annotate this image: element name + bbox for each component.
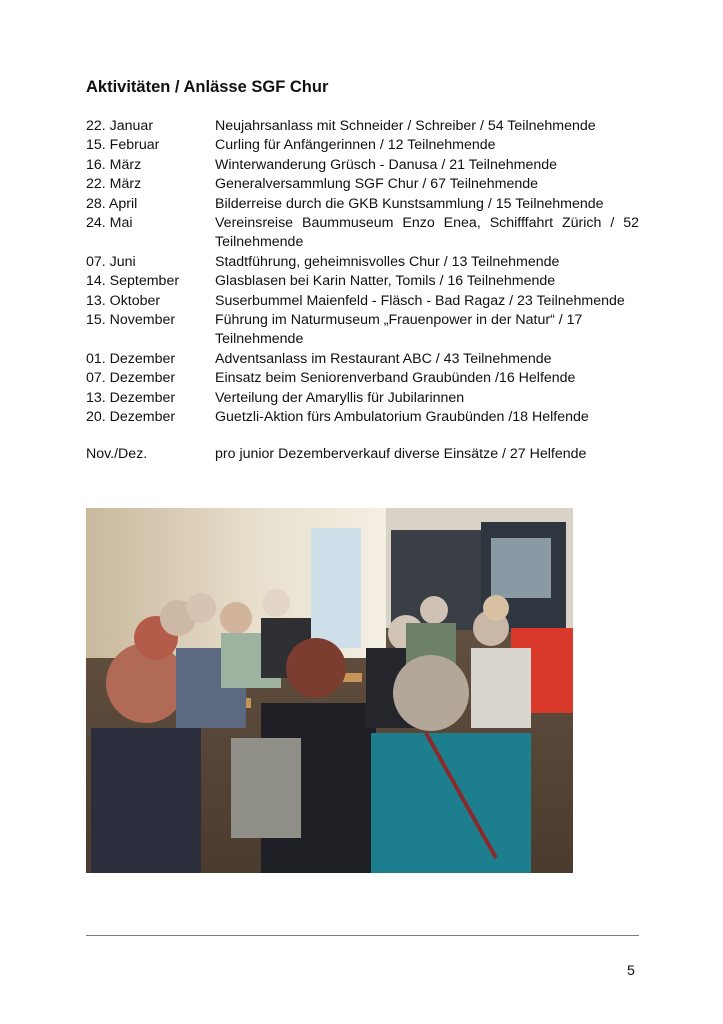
event-description: Stadtführung, geheimnisvolles Chur / 13 Teilnehmende bbox=[215, 253, 560, 270]
event-description: Generalversammlung SGF Chur / 67 Teilnehmende bbox=[215, 176, 539, 193]
event-date: 13. Oktober bbox=[86, 292, 161, 309]
event-date: 20. Dezember bbox=[86, 409, 176, 426]
extra-description: pro junior Dezemberverkauf diverse Einsätze / 27 Helfende bbox=[215, 446, 587, 462]
event-date: 15. Februar bbox=[86, 137, 160, 154]
event-list bbox=[86, 117, 639, 428]
event-row bbox=[86, 253, 639, 272]
footer-divider bbox=[86, 935, 639, 936]
event-date: 22. Januar bbox=[86, 118, 154, 134]
page-title: Aktivitäten / Anlässe SGF Chur bbox=[86, 78, 329, 96]
event-description: Führung im Naturmuseum „Frauenpower in der Natur“ / 17 Teilnehmende bbox=[215, 312, 583, 348]
event-date: 07. Juni bbox=[86, 253, 136, 270]
event-description: Verteilung der Amaryllis für Jubilarinnen bbox=[215, 389, 465, 406]
event-date: 22. März bbox=[86, 176, 142, 193]
event-description: Einsatz beim Seniorenverband Graubünden /16 Helfende bbox=[215, 370, 576, 387]
event-description: Guetzli-Aktion fürs Ambulatorium Graubünden /18 Helfende bbox=[215, 409, 589, 426]
event-row bbox=[86, 117, 639, 136]
event-row bbox=[86, 214, 639, 253]
event-description: Curling für Anfängerinnen / 12 Teilnehmende bbox=[215, 137, 496, 154]
event-description: Vereinsreise Baummuseum Enzo Enea, Schifffahrt Zürich / 52 Teilnehmende bbox=[215, 215, 639, 251]
event-row bbox=[86, 389, 639, 408]
event-description: Glasblasen bei Karin Natter, Tomils / 16 Teilnehmende bbox=[215, 273, 556, 290]
event-row bbox=[86, 369, 639, 388]
event-row bbox=[86, 408, 639, 427]
event-description: Adventsanlass im Restaurant ABC / 43 Teilnehmende bbox=[215, 350, 552, 367]
event-photo bbox=[86, 508, 573, 873]
extra-row bbox=[86, 445, 639, 464]
event-row bbox=[86, 175, 639, 194]
event-row bbox=[86, 156, 639, 175]
event-date: 07. Dezember bbox=[86, 370, 176, 387]
page-number: 5 bbox=[627, 963, 635, 979]
event-description: Bilderreise durch die GKB Kunstsammlung / 15 Teilnehmende bbox=[215, 195, 604, 212]
event-description: Suserbummel Maienfeld - Fläsch - Bad Ragaz / 23 Teilnehmende bbox=[215, 292, 625, 309]
event-row bbox=[86, 272, 639, 291]
event-date: 28. April bbox=[86, 195, 138, 212]
event-date: 01. Dezember bbox=[86, 350, 176, 367]
event-description: Neujahrsanlass mit Schneider / Schreiber / 54 Teilnehmende bbox=[215, 118, 596, 134]
extra-date: Nov./Dez. bbox=[86, 446, 148, 462]
event-row bbox=[86, 292, 639, 311]
event-date: 16. März bbox=[86, 156, 142, 173]
event-row bbox=[86, 311, 639, 350]
event-date: 24. Mai bbox=[86, 215, 133, 232]
event-row bbox=[86, 136, 639, 155]
event-date: 14. September bbox=[86, 273, 180, 290]
event-row bbox=[86, 195, 639, 214]
event-row bbox=[86, 350, 639, 369]
event-date: 13. Dezember bbox=[86, 389, 176, 406]
event-description: Winterwanderung Grüsch - Danusa / 21 Teilnehmende bbox=[215, 156, 558, 173]
event-date: 15. November bbox=[86, 312, 176, 329]
